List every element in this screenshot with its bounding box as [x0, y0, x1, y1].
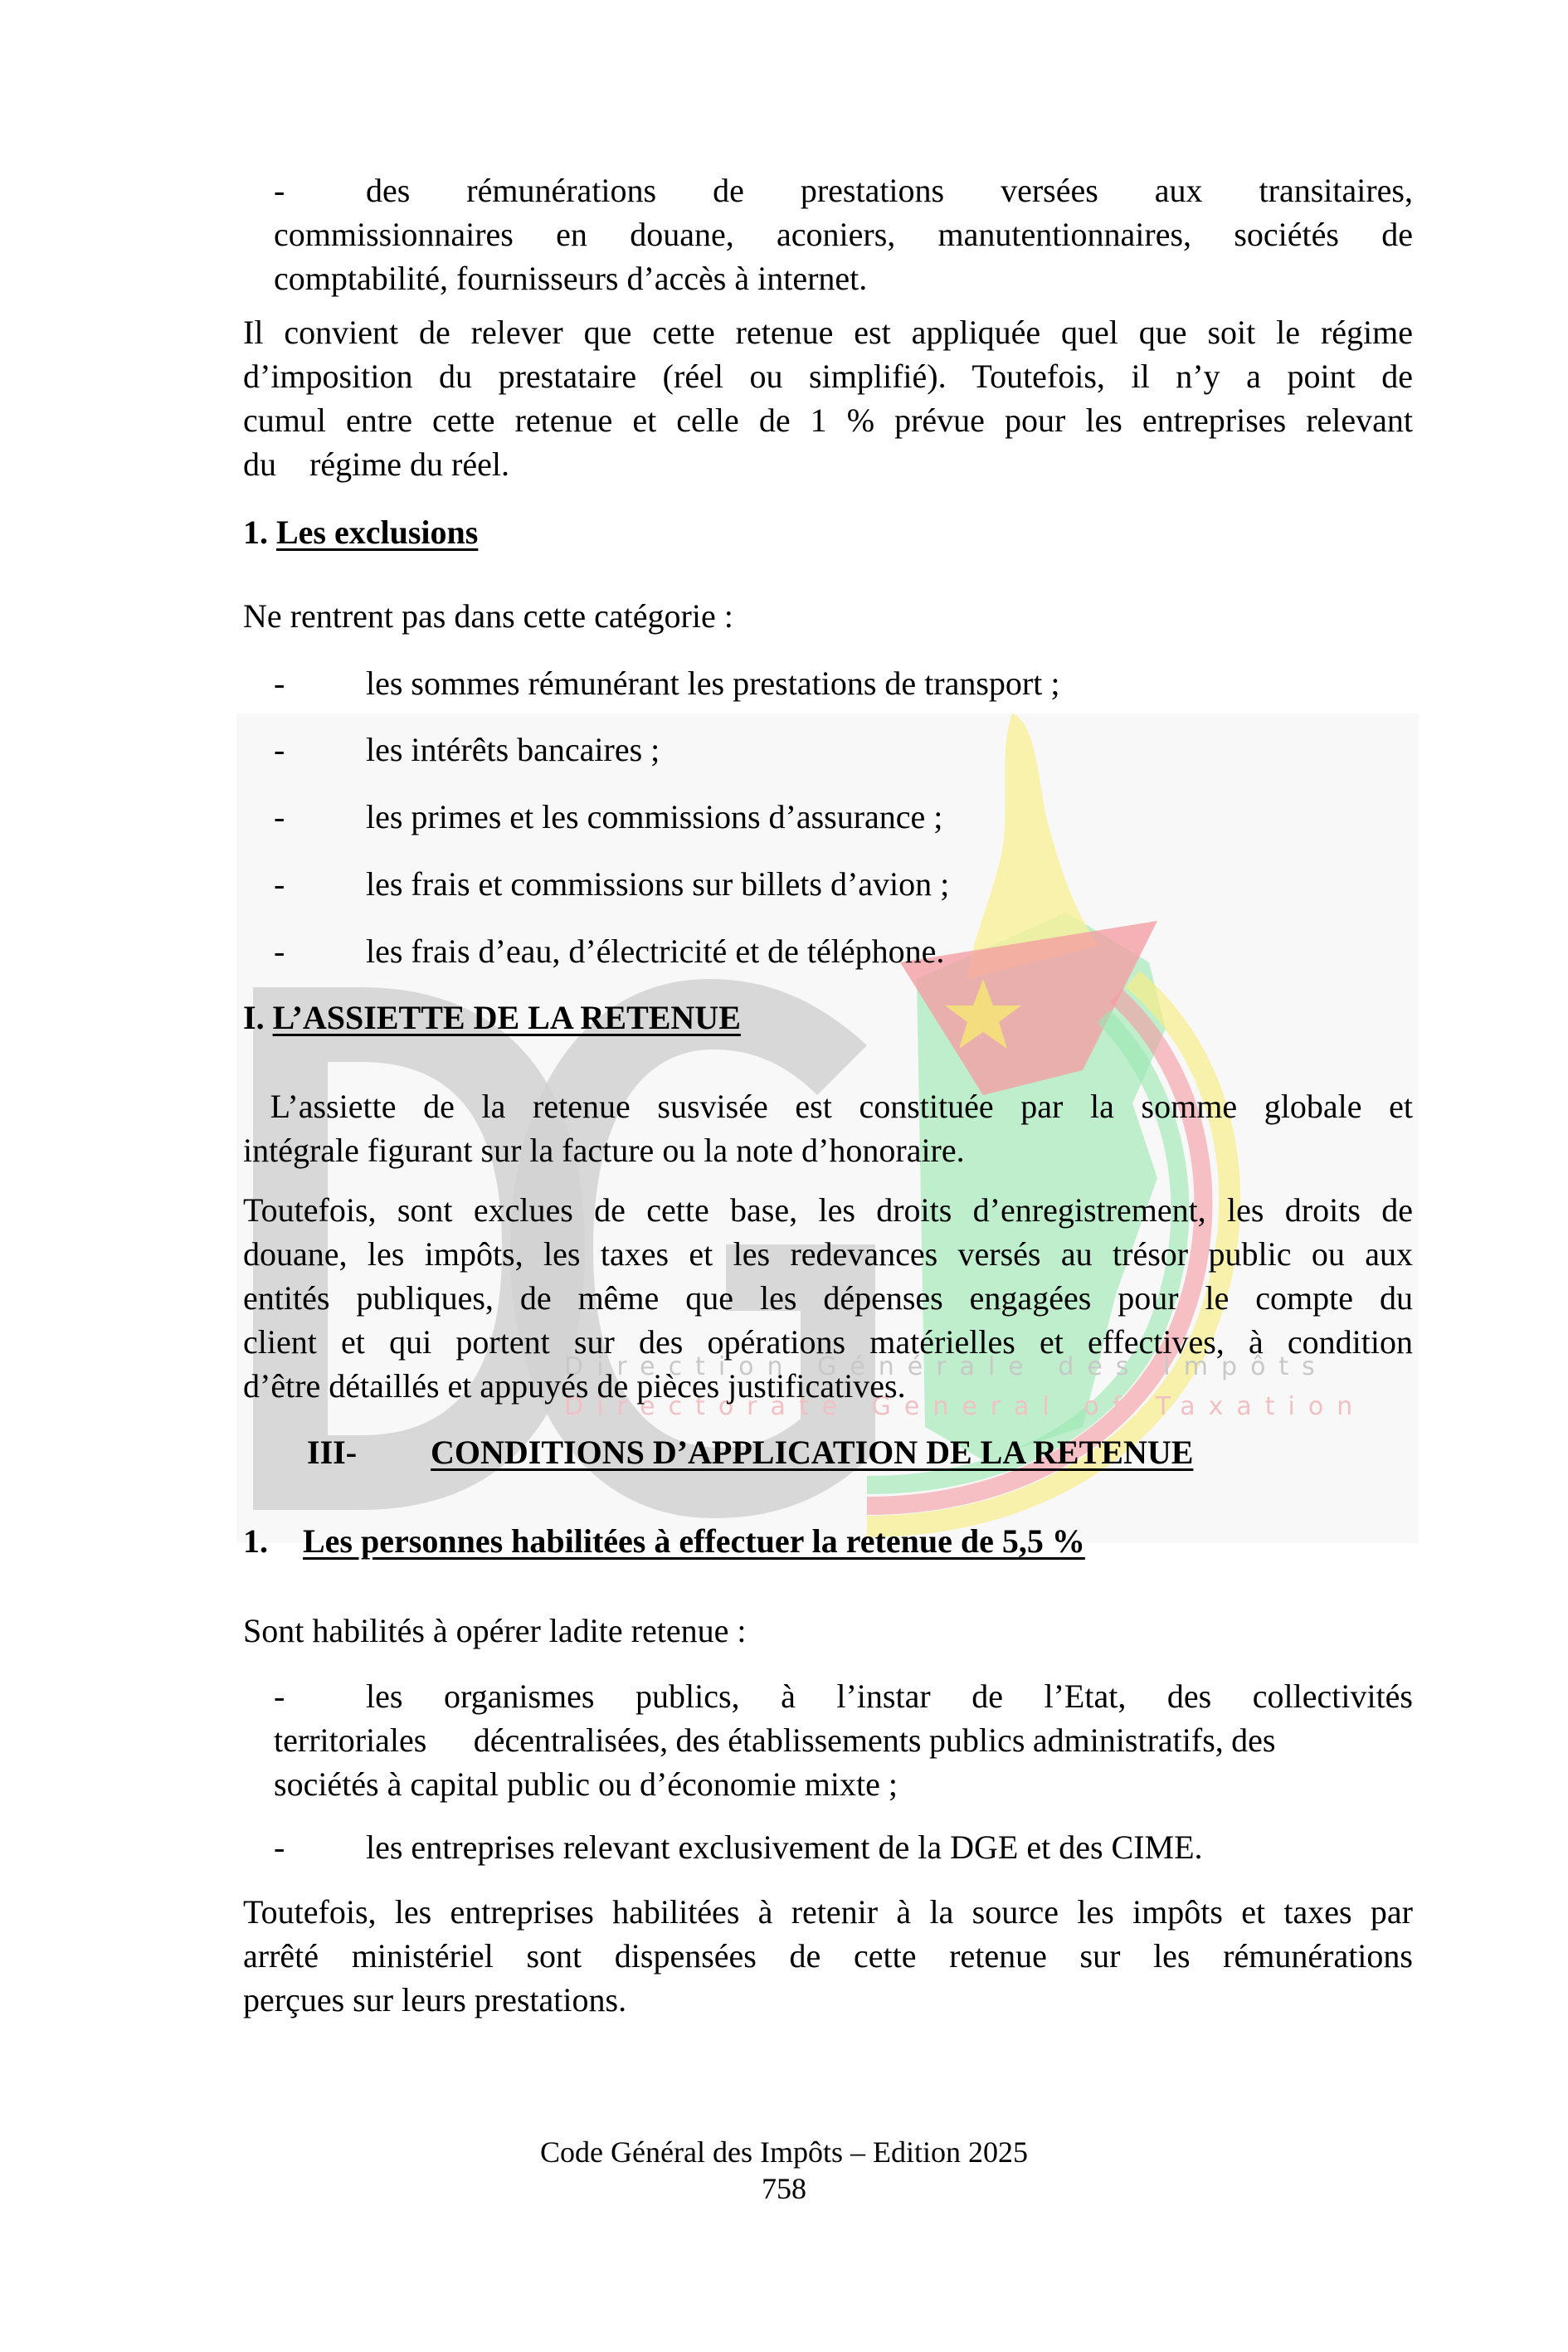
watermark-text-fr: Direction Générale des Impôts	[564, 1352, 1328, 1381]
list-item-intro	[274, 168, 1413, 300]
dash-marker: -	[274, 1678, 285, 1715]
list-item-line: comptabilité, fournisseurs d’accès à internet.	[274, 260, 868, 297]
heading-conditions-title	[431, 1430, 1193, 1474]
heading-title: Les personnes habilitées à effectuer la retenue de 5,5 %	[303, 1522, 1085, 1560]
page-footer	[0, 2134, 1568, 2207]
exclusions-intro: Ne rentrent pas dans cette catégorie :	[243, 597, 733, 635]
heading-number: III-	[307, 1434, 358, 1471]
paragraph-closing: Toutefois, les entreprises habilitées à retenir à la source les impôts et taxes par arrêté ministériel sont dispensées de cette retenue sur les rémunérations perçues sur leurs prestations.	[243, 1893, 1413, 2018]
persons-intro: Sont habilités à opérer ladite retenue :	[243, 1612, 747, 1649]
list-item-line: - des rémunérations de prestations versées aux transitaires,	[274, 168, 1413, 212]
list-item-line: territoriales décentralisées, des établissements publics administratifs, des	[274, 1721, 1276, 1759]
heading-number: 1.	[243, 514, 268, 551]
dash-marker: -	[274, 172, 285, 209]
heading-assiette	[243, 996, 741, 1040]
heading-persons-number: 1.	[243, 1522, 268, 1560]
document-page: Direction Générale des Impôts Directorate General of Taxation - des rémunérations de prestations versées aux transitaires, commissionnaires en douane, aconiers, manutentionnaires, sociétés de comptabilité, fournisseurs d’accès à internet. Il convient de relever que cette retenue est appliquée quel que soit le régime d’imposition du prestataire (réel ou simplifié). Toutefois, il n’y a point de cumul entre cette retenue et celle de 1 % prévue pour les entreprises relevant du régime du réel. 1. Les exclusions Ne rentrent pas dans cette catégorie : - les sommes rémunérant les prestations de transport ; - les intérêts bancaires ; - les primes et les commissions d’assurance ; - les frais et commissions sur billets d’avion ; - les frais d’eau, d’électricité et de téléphone. I. L’ASSIETTE DE LA RETENUE L’assiette de la retenue susvisée est constituée par la somme globale et intégrale figurant sur la facture ou la note d’honoraire. Toutefois, sont exclues de cette base, les droits d’enregistrement, les droits de douane, les impôts, les taxes et les redevances versés au trésor public ou aux entités publiques, de même que les dépenses engagées pour le compte du client et qui portent sur des opérations matérielles et effectives, à condition d’être détaillés et appuyés de pièces justificatives. III- CONDITIONS D’APPLICATION DE LA RETENUE 1. Les personnes habilitées à effectuer la retenue de 5,5 % Sont habilités à opérer ladite retenue : - les organismes publics, à l’instar de l’Etat, des collectivités territoriales décentralisées, des établissements publics administratifs, des sociétés à capital public ou d’économie mixte ; - les entreprises relevant exclusivement de la DGE et des CIME. Toutefois, les entreprises habilitées à retenir à la source les impôts et taxes par arrêté ministériel sont dispensées de cette retenue sur les rémunérations perçues sur leurs prestations. Code Général des Impôts – Edition 2025 758	[0, 0, 1568, 2352]
heading-conditions	[307, 1430, 357, 1474]
dash-marker: -	[274, 731, 285, 768]
list-item-line: sociétés à capital public ou d’économie mixte ;	[274, 1765, 898, 1803]
footer-title: Code Général des Impôts – Edition 2025	[540, 2135, 1028, 2169]
dash-marker: -	[274, 865, 285, 903]
heading-exclusions	[243, 510, 478, 554]
paragraph-assiette-2: Toutefois, sont exclues de cette base, les droits d’enregistrement, les droits de douane, les impôts, les taxes et les redevances versés au trésor public ou aux entités publiques, de même que les dépenses engagées pour le compte du client et qui portent sur des opérations matérielles et effectives, à condition d’être détaillés et appuyés de pièces justificatives.	[243, 1191, 1413, 1405]
paragraph-regime: Il convient de relever que cette retenue est appliquée quel que soit le régime d’imposition du prestataire (réel ou simplifié). Toutefois, il n’y a point de cumul entre cette retenue et celle de 1 % prévue pour les entreprises relevant du régime du réel.	[243, 314, 1413, 483]
dash-marker: -	[274, 933, 285, 970]
list-item	[274, 1674, 1413, 1806]
list-item-line: commissionnaires en douane, aconiers, manutentionnaires, sociétés de	[274, 216, 1413, 253]
paragraph-assiette-1: L’assiette de la retenue susvisée est constituée par la somme globale et intégrale figurant sur la facture ou la note d’honoraire.	[243, 1088, 1413, 1169]
dash-marker: -	[274, 1829, 285, 1866]
dash-marker: -	[274, 798, 285, 835]
heading-title: Les exclusions	[276, 514, 479, 551]
heading-title: L’ASSIETTE DE LA RETENUE	[272, 999, 741, 1036]
page-number: 758	[762, 2172, 806, 2205]
list-item-line: - les organismes publics, à l’instar de l’Etat, des collectivités	[274, 1674, 1413, 1718]
heading-number: I.	[243, 999, 265, 1036]
heading-title: CONDITIONS D’APPLICATION DE LA RETENUE	[431, 1434, 1194, 1471]
watermark-text-en: Directorate General of Taxation	[564, 1392, 1366, 1421]
dash-marker: -	[274, 665, 285, 702]
heading-persons	[303, 1519, 1085, 1563]
